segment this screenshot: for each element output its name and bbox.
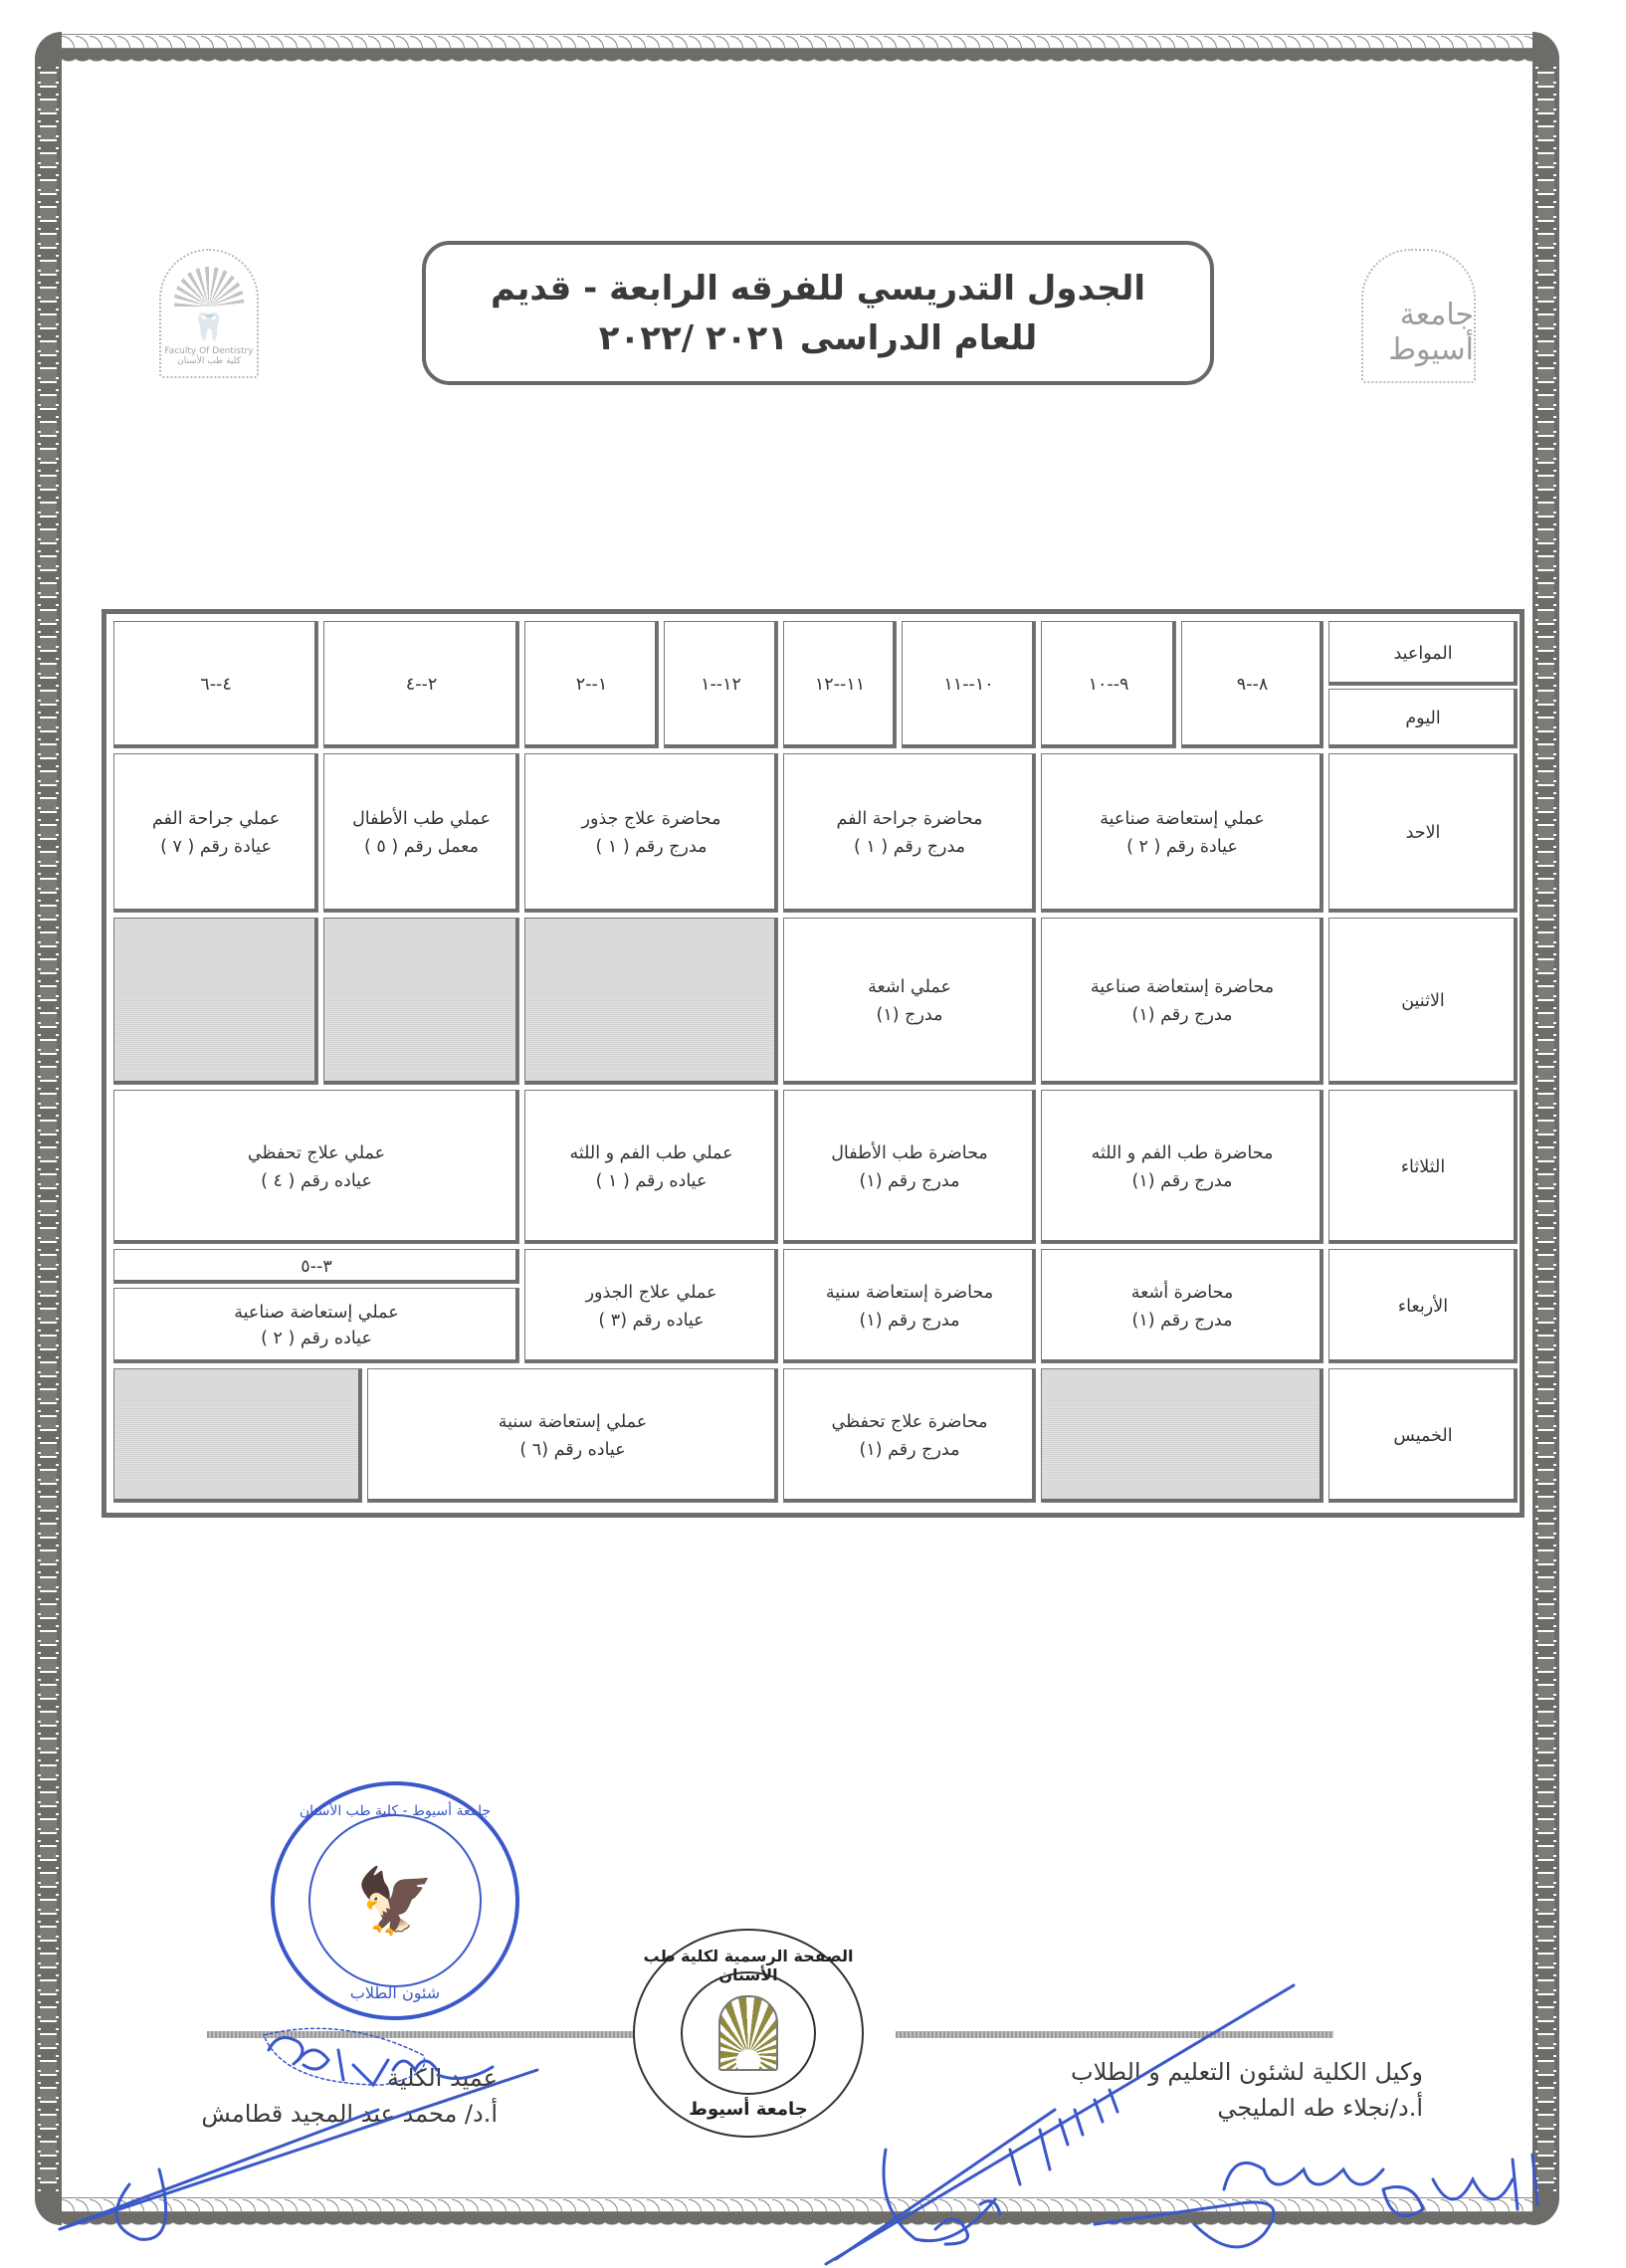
tooth-icon: 🦷 [192, 312, 226, 342]
schedule-table [102, 609, 1524, 1518]
frame-bottom [62, 2195, 1532, 2225]
time-slot-header: ١٢--١ [664, 621, 778, 748]
schedule-cell: عملي إستعاضة صناعية عيادة رقم ( ٢ ) [1041, 753, 1323, 913]
student-affairs-stamp: جامعة أسيوط - كلية طب الأسنان 🦅 شئون الطلاب [271, 1781, 519, 2020]
day-label-wednesday: الأربعاء [1328, 1249, 1518, 1363]
header-corner-day: اليوم [1328, 689, 1518, 748]
assiut-university-logo [1361, 249, 1476, 383]
time-slot-header: ٨--٩ [1181, 621, 1323, 748]
schedule-cell: عملي إستعاضة صناعية عياده رقم ( ٢ ) [113, 1288, 519, 1363]
schedule-cell: محاضرة علاج جذور مدرج رقم ( ١ ) [524, 753, 778, 913]
schedule-cell: عملي جراحة الفم عيادة رقم ( ٧ ) [113, 753, 318, 913]
schedule-cell: محاضرة طب الأطفال مدرج رقم (١) [783, 1090, 1036, 1244]
frame-corner [1532, 32, 1559, 62]
frame-corner [1532, 2195, 1559, 2225]
day-label-thursday: الخميس [1328, 1368, 1518, 1503]
frame-top [62, 32, 1532, 62]
schedule-cell: عملي اشعة مدرج (١) [783, 918, 1036, 1085]
frame-right [1532, 62, 1559, 2198]
schedule-cell: محاضرة إستعاضة صناعية مدرج رقم (١) [1041, 918, 1323, 1085]
schedule-cell: محاضرة جراحة الفم مدرج رقم ( ١ ) [783, 753, 1036, 913]
sub-time-header: ٣--٥ [113, 1249, 519, 1284]
page-title: الجدول التدريسي للفرقه الرابعة - قديم [490, 268, 1146, 309]
frame-corner [35, 32, 62, 62]
schedule-cell: عملي علاج الجذور عياده رقم (٣ ) [524, 1249, 778, 1363]
schedule-cell: عملي طب الأطفال معمل رقم ( ٥ ) [323, 753, 519, 913]
empty-slot [323, 918, 519, 1085]
time-slot-header: ٤--٦ [113, 621, 318, 748]
empty-slot [1041, 1368, 1323, 1503]
faculty-of-dentistry-logo [159, 249, 259, 378]
vice-dean-signature [1071, 2054, 1423, 2126]
day-label-monday: الاثنين [1328, 918, 1518, 1085]
empty-slot [524, 918, 778, 1085]
vice-dean-name: أ.د/نجلاء طه المليجي [1217, 2094, 1423, 2122]
empty-slot [113, 918, 318, 1085]
dean-title: عميد الكلية [387, 2064, 498, 2092]
time-slot-header: ٢--٤ [323, 621, 519, 748]
logo-caption-ar: جامعة أسيوط [1388, 298, 1474, 367]
frame-corner [35, 2195, 62, 2225]
dean-signature [201, 2060, 498, 2132]
time-slot-header: ١--٢ [524, 621, 659, 748]
schedule-cell: محاضرة إستعاضة سنية مدرج رقم (١) [783, 1249, 1036, 1363]
official-page-stamp: الصفحة الرسمية لكلية طب الأسنان جامعة أسيوط [633, 1929, 864, 2138]
day-label-tuesday: الثلاثاء [1328, 1090, 1518, 1244]
dean-name: أ.د/ محمد عبد المجيد قطامش [201, 2100, 498, 2128]
sun-rays-icon [174, 267, 244, 307]
schedule-cell: محاضرة طب الفم و اللثه مدرج رقم (١) [1041, 1090, 1323, 1244]
academic-year: للعام الدراسى ٢٠٢١ /٢٠٢٢ [598, 317, 1038, 358]
eagle-emblem-icon: 🦅 [308, 1814, 482, 1987]
schedule-cell: محاضرة علاج تحفظي مدرج رقم (١) [783, 1368, 1036, 1503]
signature-divider [207, 2031, 635, 2038]
schedule-cell: عملي علاج تحفظي عياده رقم ( ٤ ) [113, 1090, 519, 1244]
schedule-cell: عملي طب الفم و اللثه عياده رقم ( ١ ) [524, 1090, 778, 1244]
schedule-cell: محاضرة أشعة مدرج رقم (١) [1041, 1249, 1323, 1363]
time-slot-header: ١٠--١١ [902, 621, 1036, 748]
time-slot-header: ٩--١٠ [1041, 621, 1176, 748]
schedule-cell: عملي إستعاضة سنية عياده رقم (٦ ) [367, 1368, 778, 1503]
title-box [422, 241, 1214, 385]
logo-caption-ar: كلية طب الأسنان [177, 356, 241, 366]
empty-slot [113, 1368, 362, 1503]
signature-divider [896, 2031, 1333, 2038]
time-slot-header: ١١--١٢ [783, 621, 897, 748]
logo-caption-en: Faculty Of Dentistry [164, 346, 254, 356]
frame-left [35, 62, 62, 2198]
faculty-logo-icon [718, 1995, 778, 2071]
header-corner-times: المواعيد [1328, 621, 1518, 686]
vice-dean-title: وكيل الكلية لشئون التعليم و الطلاب [1071, 2058, 1423, 2086]
day-label-sunday: الاحد [1328, 753, 1518, 913]
